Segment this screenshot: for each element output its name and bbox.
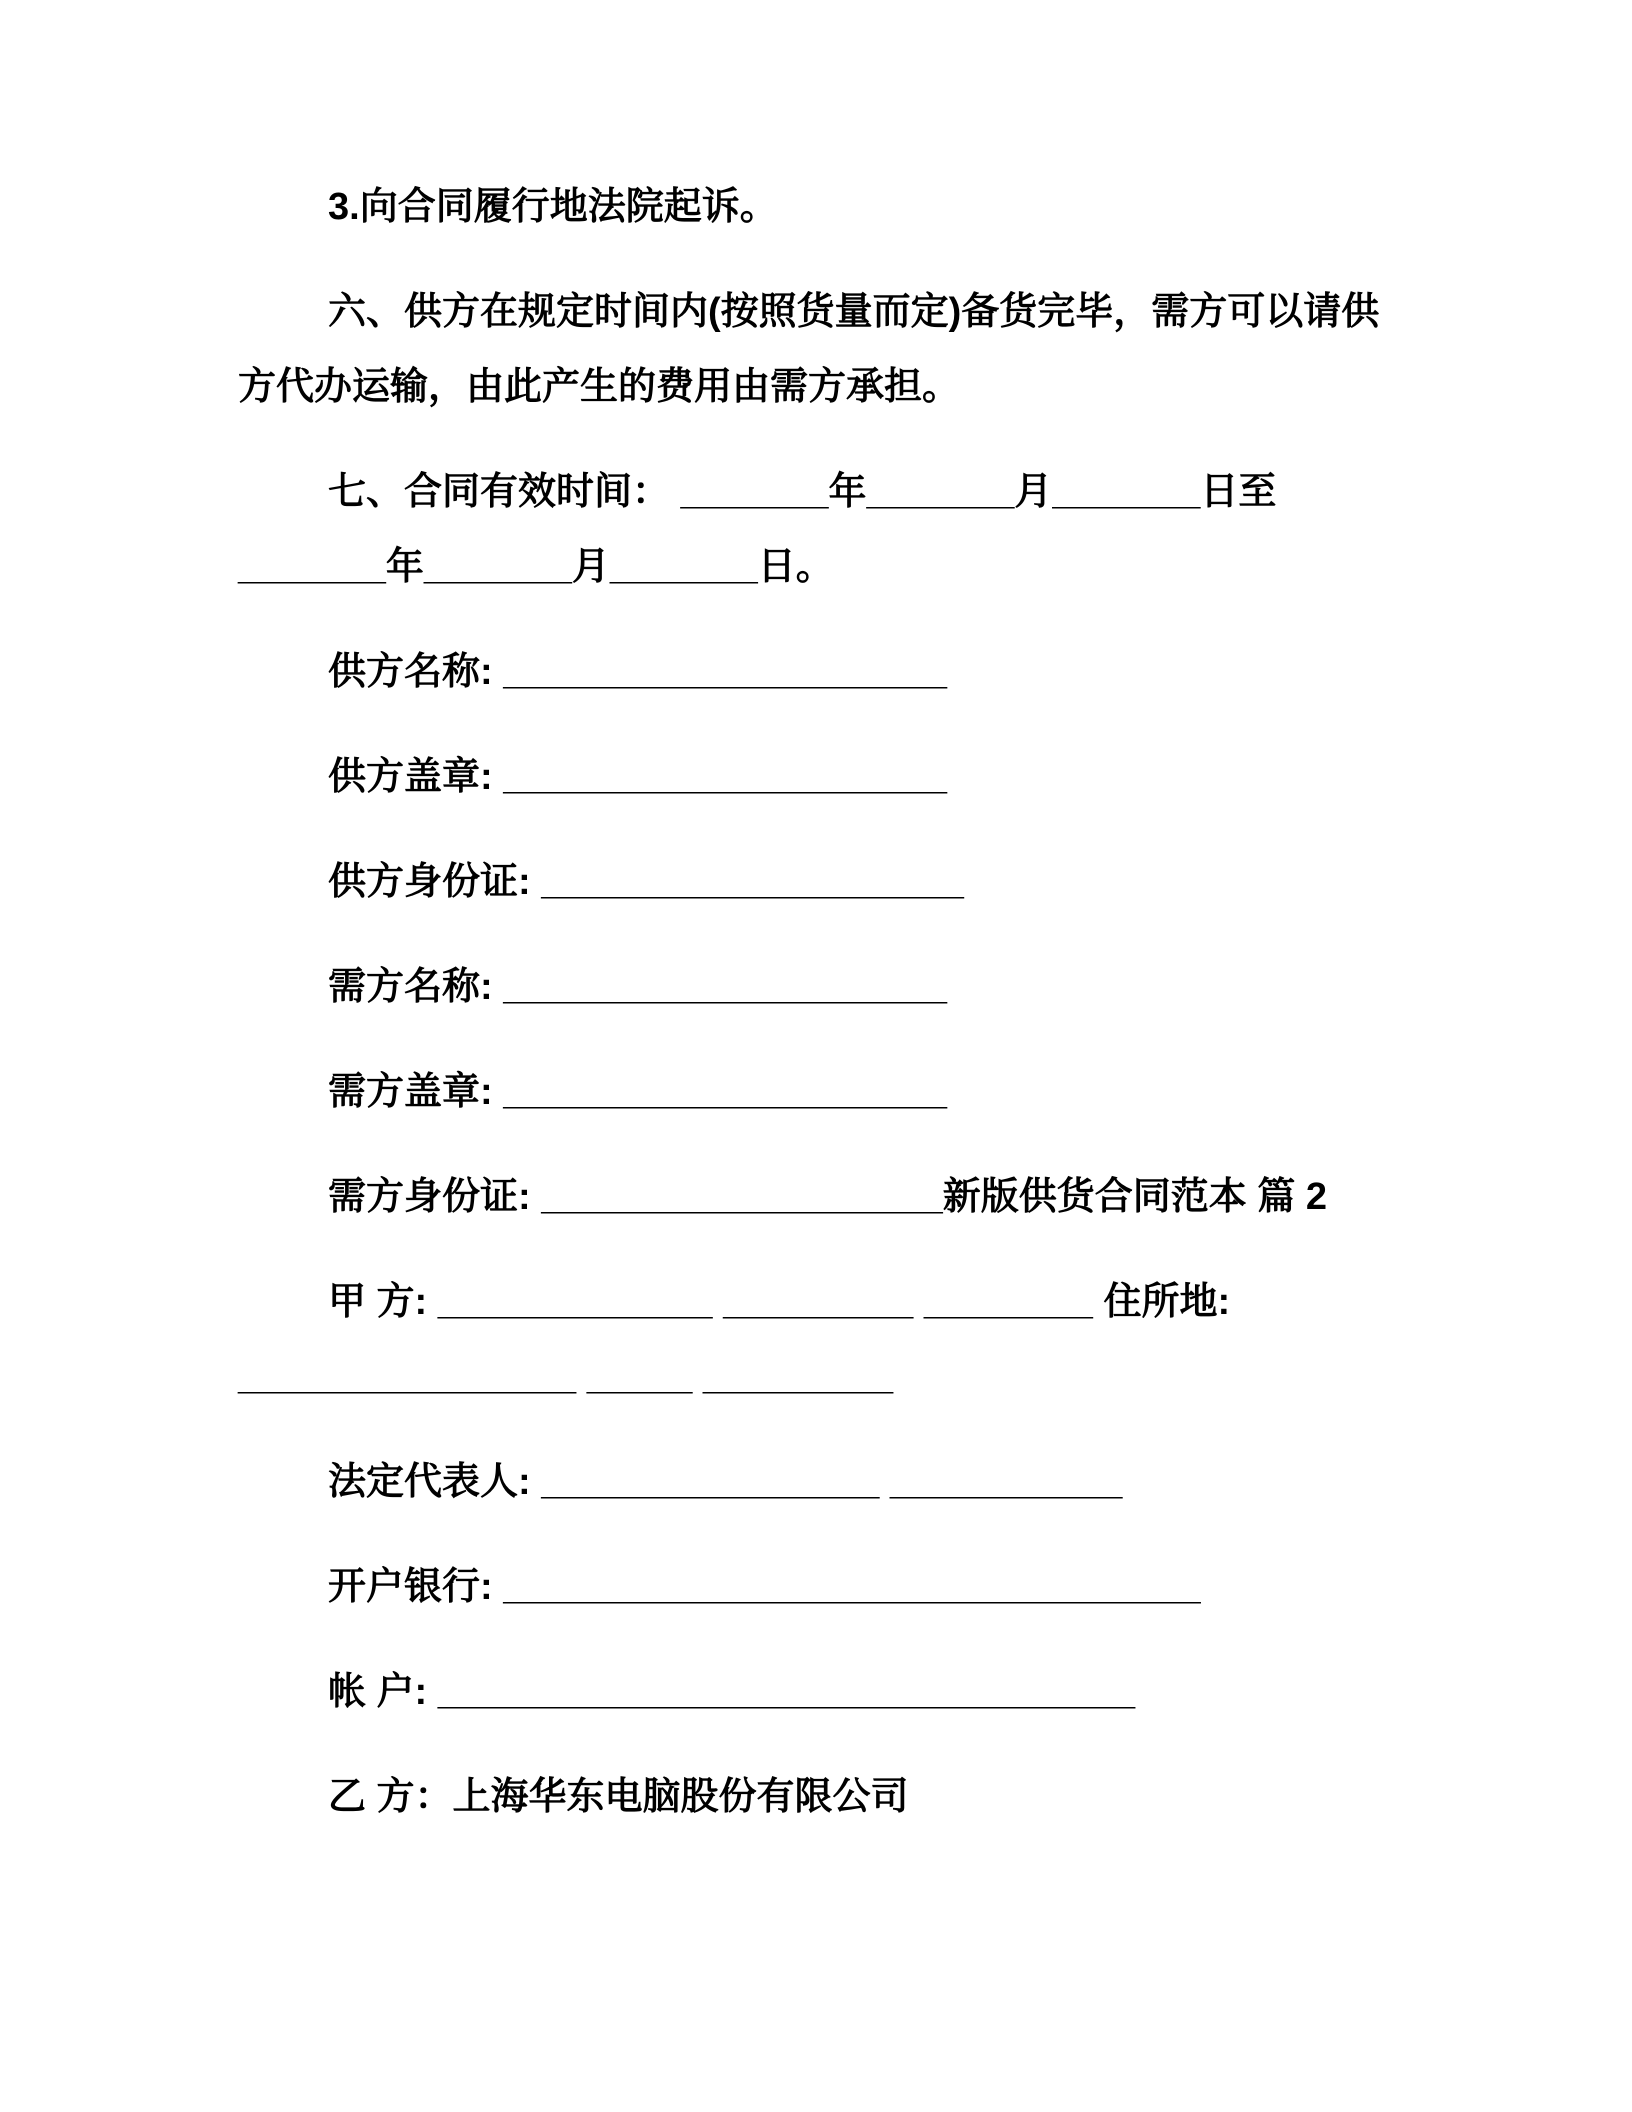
legal-representative-field-text: 法定代表人: ________________ ___________	[328, 1461, 1123, 1503]
paragraph-buyer-seal-field	[238, 1055, 1382, 1130]
paragraph-clause-6-transport	[238, 275, 1382, 425]
paragraph-supplier-seal-field	[238, 740, 1382, 815]
supplier-seal-field-text: 供方盖章: _____________________	[328, 756, 948, 798]
paragraph-clause-7-validity-period	[238, 455, 1382, 605]
clause-6-transport-line-2: 方代办运输，由此产生的费用由需方承担。	[238, 366, 961, 408]
party-b-name-text: 乙 方：上海华东电脑股份有限公司	[328, 1776, 909, 1818]
paragraph-party-b-name	[238, 1760, 1382, 1835]
clause-7-validity-line-2: _______年_______月_______日。	[238, 546, 834, 588]
paragraph-bank-field	[238, 1550, 1382, 1625]
paragraph-party-a-field	[238, 1265, 1382, 1415]
buyer-id-field-text: 需方身份证: ___________________新版供货合同范本 篇 2	[328, 1176, 1328, 1218]
clause-7-validity-line-1: 七、合同有效时间： _______年_______月_______日至	[328, 471, 1277, 513]
supplier-name-field-text: 供方名称: _____________________	[328, 651, 948, 693]
paragraph-supplier-name-field	[238, 635, 1382, 710]
paragraph-legal-representative-field	[238, 1445, 1382, 1520]
party-a-field-line-2: ________________ _____ _________	[238, 1356, 894, 1398]
party-a-field-line-1: 甲 方: _____________ _________ ________ 住所地:	[328, 1281, 1231, 1323]
paragraph-buyer-name-field	[238, 950, 1382, 1025]
account-field-text: 帐 户: _________________________________	[328, 1671, 1136, 1713]
clause-3-lawsuit-text: 3.向合同履行地法院起诉。	[328, 186, 778, 228]
supplier-id-field-text: 供方身份证: ____________________	[328, 861, 964, 903]
buyer-seal-field-text: 需方盖章: _____________________	[328, 1071, 948, 1113]
paragraph-clause-3-lawsuit	[238, 170, 1382, 245]
paragraph-buyer-id-field-and-section-2-title	[238, 1160, 1382, 1235]
paragraph-supplier-id-field	[238, 845, 1382, 920]
buyer-name-field-text: 需方名称: _____________________	[328, 966, 948, 1008]
clause-6-transport-line-1: 六、供方在规定时间内(按照货量而定)备货完毕，需方可以请供	[328, 291, 1380, 333]
bank-field-text: 开户银行: _________________________________	[328, 1566, 1201, 1608]
paragraph-account-field	[238, 1655, 1382, 1730]
